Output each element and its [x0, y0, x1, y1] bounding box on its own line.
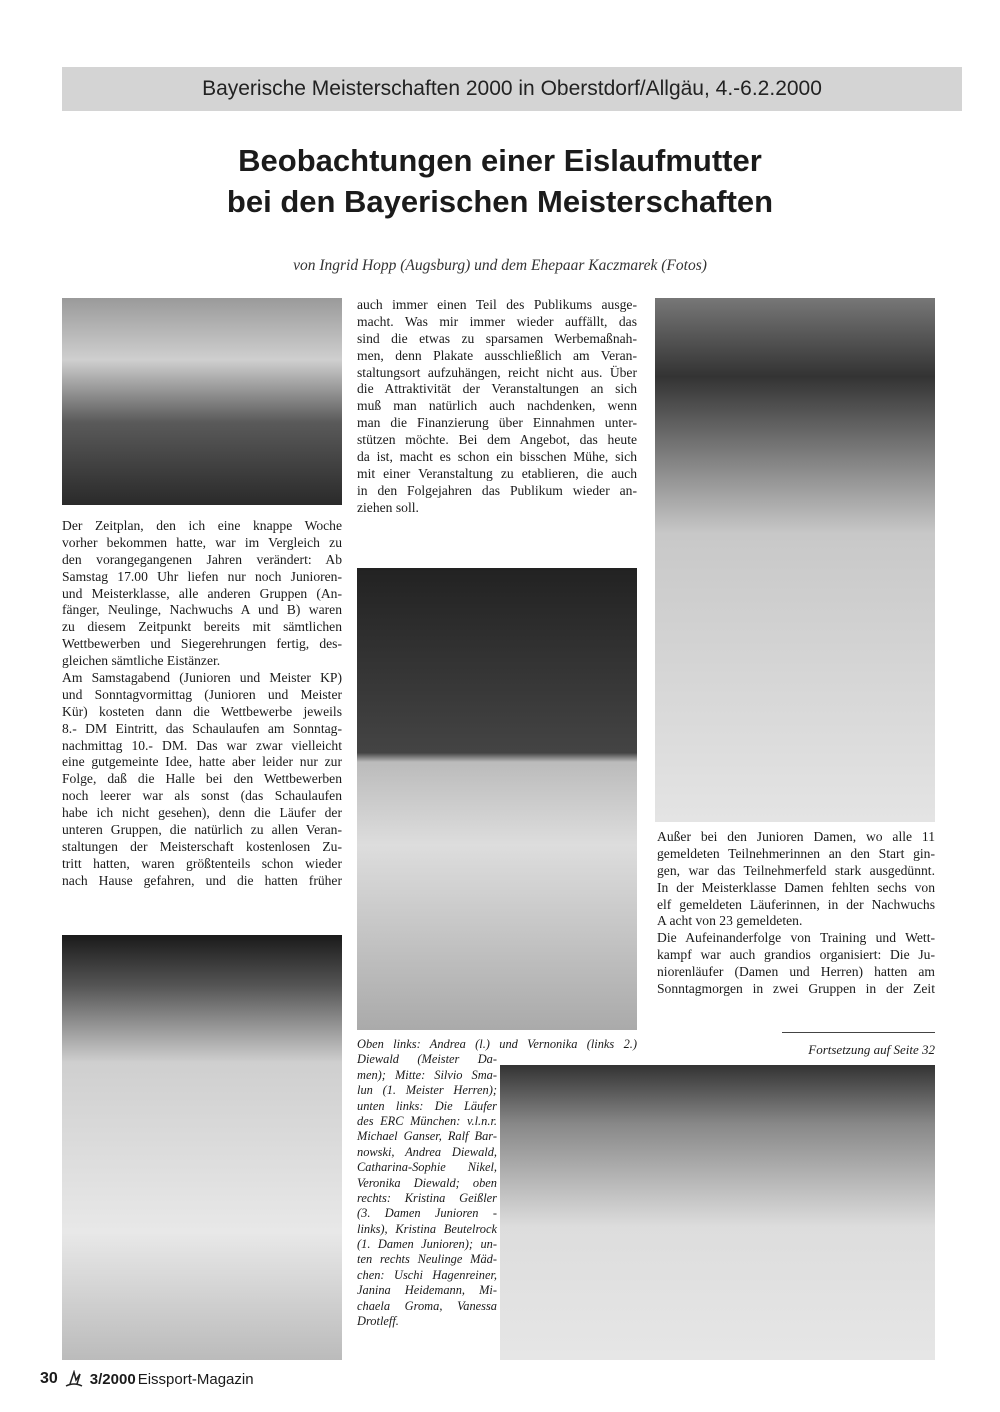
page-number: 30: [40, 1370, 58, 1387]
text-line: zu diesem Zeitpunkt bereits mit sämtlichen: [62, 619, 342, 635]
column-right: [657, 829, 935, 998]
text-line: gleichen sämtliche Eistänzer.: [62, 653, 221, 669]
text-line: 8.- DM Eintritt, das Schaulaufen am Sonntag-: [62, 720, 342, 736]
text-line: In der Meisterklasse Damen fehlten sechs von: [657, 879, 935, 895]
text-line: ten rechts Neulinge Mäd-: [357, 1252, 497, 1267]
text-line: (1. Damen Junioren); un-: [357, 1237, 497, 1252]
magazine-logo-icon: [64, 1370, 84, 1388]
text-line: habe ich nicht gesehen), denn die Läufer der: [62, 805, 342, 821]
text-line: Veronika Diewald; oben: [357, 1175, 497, 1190]
text-line: men); Mitte: Silvio Sma-: [357, 1067, 497, 1082]
column-middle: [357, 297, 637, 517]
text-line: links), Kristina Beutelrock: [357, 1221, 497, 1236]
photo-andrea-veronika-diewald: [62, 298, 342, 505]
text-line: (3. Damen Junioren -: [357, 1206, 497, 1221]
text-line: muß man natürlich auch nachdenken, wenn: [357, 398, 637, 414]
text-line: fänger, Neulinge, Nachwuchs A und B) waren: [62, 602, 342, 618]
photo-erc-muenchen: [62, 935, 342, 1360]
text-line: Oben links: Andrea (l.) und Vernonika (links 2.): [357, 1037, 637, 1051]
photo-geissler-beutelrock: [655, 298, 935, 822]
text-line: macht. Was mir immer wieder auffällt, das: [357, 313, 637, 329]
text-line: Der Zeitplan, den ich eine knappe Woche: [62, 518, 342, 533]
text-line: Die Aufeinanderfolge von Training und Wett-: [657, 930, 935, 946]
title-line-2: bei den Bayerischen Meisterschaften: [226, 184, 774, 219]
magazine-name: Eissport-Magazin: [137, 1370, 254, 1388]
article-title: [62, 140, 938, 222]
text-line: da ist, macht es schon ein bisschen Mühe, sich: [357, 449, 637, 465]
text-line: Am Samstagabend (Junioren und Meister KP): [62, 670, 342, 686]
text-line: Michael Ganser, Ralf Bar-: [357, 1129, 497, 1144]
text-line: nach Hause gefahren, und die hatten früher: [62, 872, 342, 888]
text-line: unteren Gruppen, die natürlich zu allen Veran-: [62, 822, 342, 838]
text-line: tritt hatten, waren größtenteils schon wieder: [62, 855, 342, 871]
text-line: und Sonntagvormittag (Junioren und Meister: [62, 686, 342, 702]
text-line: des ERC München: v.l.n.r.: [357, 1113, 497, 1128]
issue: 3/2000: [89, 1370, 136, 1388]
text-line: den vorangegangenen Jahren verändert: Ab: [62, 551, 342, 567]
text-line: rechts: Kristina Geißler: [357, 1190, 497, 1205]
text-line: mit einer Veranstaltung zu etablieren, die auch: [357, 465, 637, 481]
text-line: nowski, Andrea Diewald,: [357, 1144, 497, 1159]
text-line: man die Finanzierung über Einnahmen unter-: [357, 415, 637, 431]
text-line: Catharina-Sophie Nikel,: [357, 1160, 497, 1175]
text-line: Samstag 17.00 Uhr liefen nur noch Junioren-: [62, 568, 342, 584]
text-line: und Meisterklasse, alle anderen Gruppen (An-: [62, 585, 342, 601]
text-line: eine gutgemeinte Idee, hatte aber leider nur zur: [62, 754, 342, 770]
text-line: gen, war das Teilnehmerfeld stark ausgedünnt.: [657, 862, 935, 878]
text-line: lun (1. Meister Herren);: [357, 1083, 497, 1098]
text-line: ziehen soll.: [357, 499, 419, 515]
text-line: sind die etwas zu sparsamen Werbemaßnah-: [357, 330, 637, 346]
text-line: Drotleff.: [357, 1314, 399, 1329]
text-line: auch immer einen Teil des Publikums ausge-: [357, 297, 637, 312]
text-line: in den Folgejahren das Publikum wieder an-: [357, 482, 637, 498]
text-line: staltungen der Meisterschaft kostenlosen Zu-: [62, 838, 342, 854]
text-line: elf gemeldeten Läuferinnen, in der Nachwuchs: [657, 896, 935, 912]
byline: von Ingrid Hopp (Augsburg) und dem Ehepaar Kaczmarek (Fotos): [293, 257, 707, 274]
text-line: Folge, daß die Halle bei den Wettbewerben: [62, 771, 342, 787]
text-line: Kür) kosteten dann die Wettbewerbe jeweils: [62, 703, 342, 719]
page-footer: [40, 1370, 254, 1388]
text-line: men, denn Plakate ausschließlich am Veran-: [357, 347, 637, 363]
text-line: chen: Uschi Hagenreiner,: [357, 1267, 497, 1282]
text-line: gemeldeten Teilnehmerinnen an den Start gin-: [657, 845, 935, 861]
photo-caption: [357, 1037, 637, 1329]
continuation-note: Fortsetzung auf Seite 32: [808, 1042, 935, 1057]
text-line: vorher bekommen hatte, war im Vergleich zu: [62, 534, 342, 550]
text-line: nachmittag 10.- DM. Das war zwar vielleicht: [62, 737, 342, 753]
text-line: niorenläufer (Damen und Herren) hatten am: [657, 964, 935, 980]
column-left: [62, 518, 342, 890]
text-line: Sonntagmorgen in zwei Gruppen in der Zeit: [657, 981, 935, 997]
text-line: die Attraktivität der Veranstaltungen an sich: [357, 381, 637, 397]
title-line-1: Beobachtungen einer Eislaufmutter: [238, 143, 762, 178]
photo-silvio-smalun: [357, 568, 637, 1030]
text-line: Janina Heidemann, Mi-: [357, 1283, 497, 1298]
text-line: unten links: Die Läufer: [357, 1098, 497, 1113]
text-line: noch leerer war als sonst (das Schaulaufen: [62, 788, 342, 804]
text-line: Diewald (Meister Da-: [357, 1052, 497, 1067]
photo-neulinge-maedchen: [500, 1065, 935, 1360]
text-line: staltungsort aufzuhängen, reicht nicht aus. Über: [357, 364, 637, 380]
text-line: kampf war auch grandios organisiert: Die Ju-: [657, 947, 935, 963]
divider: [782, 1032, 935, 1033]
text-line: Wettbewerben und Siegerehrungen fertig, des-: [62, 636, 342, 652]
text-line: stützen möchte. Bei dem Angebot, das heute: [357, 432, 637, 448]
text-line: Außer bei den Junioren Damen, wo alle 11: [657, 829, 935, 844]
text-line: chaela Groma, Vanessa: [357, 1298, 497, 1313]
text-line: A acht von 23 gemeldeten.: [657, 913, 803, 929]
section-header: Bayerische Meisterschaften 2000 in Oberstdorf/Allgäu, 4.-6.2.2000: [62, 67, 962, 111]
